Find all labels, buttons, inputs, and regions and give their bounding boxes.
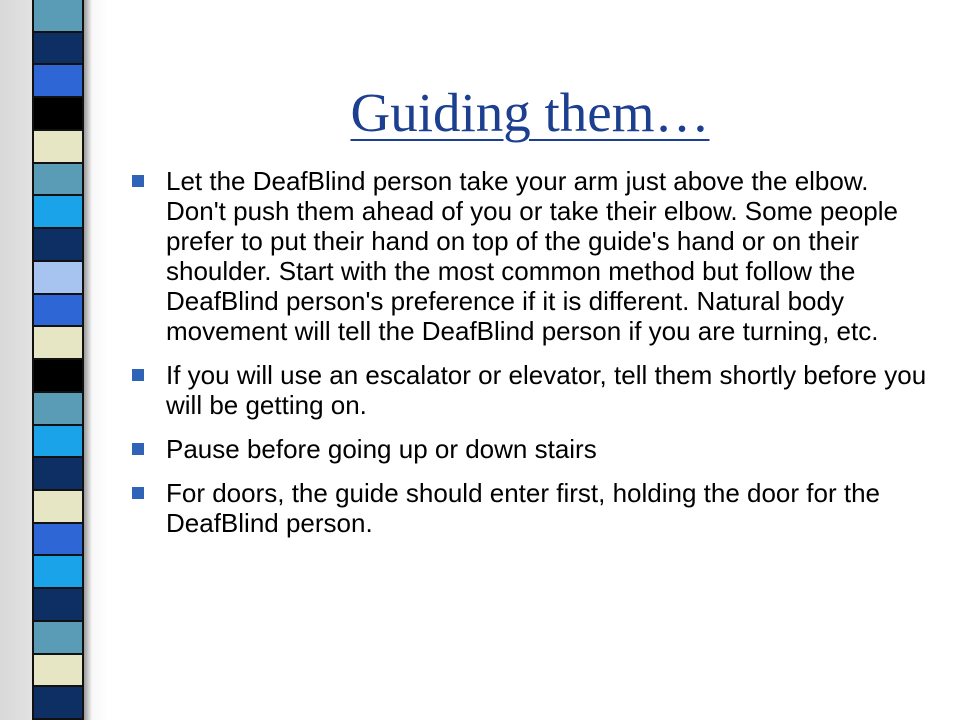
stripe-block <box>34 360 82 393</box>
stripe-block <box>34 458 82 491</box>
decorative-stripe-background <box>0 0 108 720</box>
bullet-list <box>132 166 932 552</box>
bullet-item <box>132 478 932 538</box>
stripe-block <box>34 131 82 164</box>
stripe-block <box>34 229 82 262</box>
stripe-block <box>34 393 82 426</box>
stripe-block <box>34 556 82 589</box>
stripe-block <box>34 655 82 688</box>
bullet-item <box>132 360 932 420</box>
decorative-color-stripe <box>32 0 84 720</box>
stripe-block <box>34 98 82 131</box>
stripe-block <box>34 589 82 622</box>
stripe-block <box>34 0 82 33</box>
stripe-block <box>34 33 82 66</box>
stripe-block <box>34 687 82 720</box>
square-bullet-icon <box>132 175 144 187</box>
stripe-block <box>34 524 82 557</box>
stripe-block <box>34 622 82 655</box>
bullet-text: If you will use an escalator or elevator, tell them shortly before you will be getting on. <box>166 360 927 420</box>
bullet-text: Pause before going up or down stairs <box>166 434 597 464</box>
bullet-text: For doors, the guide should enter first, holding the door for the DeafBlind person. <box>166 478 880 538</box>
square-bullet-icon <box>132 443 144 455</box>
stripe-block <box>34 491 82 524</box>
bullet-item <box>132 434 932 464</box>
bullet-item <box>132 166 932 346</box>
stripe-block <box>34 426 82 459</box>
stripe-block <box>34 196 82 229</box>
stripe-shadow <box>84 0 92 720</box>
stripe-block <box>34 327 82 360</box>
stripe-block <box>34 295 82 328</box>
stripe-block <box>34 164 82 197</box>
bullet-text: Let the DeafBlind person take your arm just above the elbow. Don't push them ahead of you or take their elbow. Some people prefer to put their hand on top of the guide's hand or on their shoulder. Start with the most common method but follow the DeafBlind person's preference if it is different. Natural body movement will tell the DeafBlind person if you are turning, etc. <box>166 166 898 346</box>
square-bullet-icon <box>132 369 144 381</box>
stripe-block <box>34 65 82 98</box>
square-bullet-icon <box>132 487 144 499</box>
stripe-block <box>34 262 82 295</box>
slide-title: Guiding them… <box>350 82 710 143</box>
